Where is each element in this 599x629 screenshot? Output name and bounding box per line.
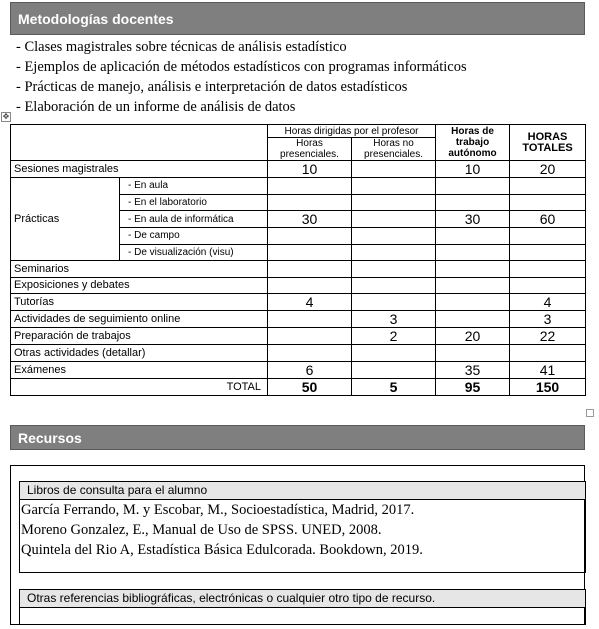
cell-autonomo [436, 277, 510, 294]
cell-totales [510, 178, 586, 195]
cell-no-presenciales [352, 211, 436, 228]
list-item: - Prácticas de manejo, análisis e interpretación de datos estadísticos [16, 79, 408, 95]
cell-no-presenciales [352, 228, 436, 245]
table-row [11, 328, 586, 345]
list-item: - Clases magistrales sobre técnicas de análisis estadístico [16, 39, 347, 55]
cell-presenciales [268, 194, 352, 211]
cell-presenciales [268, 178, 352, 195]
cell-autonomo [436, 194, 510, 211]
cell-no-presenciales [352, 178, 436, 195]
methodology-list [16, 37, 467, 117]
cell-totales [510, 277, 586, 294]
row-label-practicas: Prácticas [11, 178, 120, 261]
cell-totales [510, 228, 586, 245]
cell-presenciales [268, 261, 352, 278]
total-autonomo: 95 [436, 378, 510, 395]
row-label: Preparación de trabajos [11, 328, 268, 345]
cell-totales: 60 [510, 211, 586, 228]
books-box [19, 481, 586, 573]
hours-table [10, 124, 586, 396]
other-references-box [19, 589, 586, 625]
section-title: Metodologías docentes [18, 10, 174, 27]
cell-autonomo [436, 311, 510, 328]
table-row [11, 345, 586, 362]
cell-presenciales [268, 244, 352, 261]
resources-box [10, 465, 585, 625]
table-row [11, 161, 586, 178]
cell-totales: 4 [510, 294, 586, 311]
cell-autonomo [436, 244, 510, 261]
total-label: TOTAL [11, 378, 268, 395]
row-sublabel: - De campo [120, 228, 268, 245]
table-row [11, 294, 586, 311]
cell-presenciales [268, 345, 352, 362]
cell-presenciales: 4 [268, 294, 352, 311]
row-sublabel: - De visualización (visu) [120, 244, 268, 261]
total-presenciales: 50 [268, 378, 352, 395]
books-list [20, 500, 585, 560]
row-sublabel: - En aula [120, 178, 268, 195]
list-item: García Ferrando, M. y Escobar, M., Socioestadística, Madrid, 2017. [21, 502, 415, 518]
cell-autonomo [436, 294, 510, 311]
list-item: Moreno Gonzalez, E., Manual de Uso de SPSS. UNED, 2008. [21, 522, 382, 538]
cell-no-presenciales [352, 361, 436, 378]
cell-no-presenciales [352, 345, 436, 362]
cell-presenciales: 30 [268, 211, 352, 228]
cell-presenciales [268, 311, 352, 328]
list-item: - Elaboración de un informe de análisis de datos [16, 99, 296, 115]
total-no-presenciales: 5 [352, 378, 436, 395]
cell-totales [510, 261, 586, 278]
cell-autonomo: 20 [436, 328, 510, 345]
cell-no-presenciales [352, 294, 436, 311]
cell-autonomo: 35 [436, 361, 510, 378]
cell-no-presenciales [352, 161, 436, 178]
cell-totales: 22 [510, 328, 586, 345]
header-group: Horas dirigidas por el profesor [268, 125, 436, 138]
header-empty-cell [11, 125, 268, 161]
row-label: Otras actividades (detallar) [11, 345, 268, 362]
cell-no-presenciales [352, 244, 436, 261]
cell-no-presenciales [352, 261, 436, 278]
row-sublabel: - En el laboratorio [120, 194, 268, 211]
cell-totales: 41 [510, 361, 586, 378]
row-label: Exposiciones y debates [11, 277, 268, 294]
table-row [11, 277, 586, 294]
row-label: Sesiones magistrales [11, 161, 268, 178]
table-row [11, 361, 586, 378]
row-label: Exámenes [11, 361, 268, 378]
header-no-presenciales: Horas no presenciales. [352, 138, 436, 161]
cell-autonomo [436, 228, 510, 245]
header-totales: HORAS TOTALES [510, 125, 586, 161]
row-label: Tutorías [11, 294, 268, 311]
header-autonomo: Horas de trabajo autónomo [436, 125, 510, 161]
other-references-title: Otras referencias bibliográficas, electrónicas o cualquier otro tipo de recurso. [20, 590, 585, 608]
cell-presenciales [268, 277, 352, 294]
table-row [11, 178, 586, 195]
row-label: Seminarios [11, 261, 268, 278]
cell-totales: 20 [510, 161, 586, 178]
table-move-handle-icon[interactable]: ✥ [2, 112, 10, 121]
cell-totales [510, 194, 586, 211]
cell-totales: 3 [510, 311, 586, 328]
cell-autonomo: 10 [436, 161, 510, 178]
table-row [11, 261, 586, 278]
cell-autonomo [436, 261, 510, 278]
list-item: Quintela del Rio A, Estadística Básica Edulcorada. Bookdown, 2019. [21, 542, 423, 558]
table-resize-handle-icon[interactable] [586, 409, 594, 417]
cell-autonomo: 30 [436, 211, 510, 228]
cell-no-presenciales [352, 194, 436, 211]
table-row [11, 311, 586, 328]
cell-no-presenciales: 3 [352, 311, 436, 328]
cell-totales [510, 345, 586, 362]
cell-no-presenciales: 2 [352, 328, 436, 345]
section-header-metodologias [10, 2, 585, 35]
section-title: Recursos [18, 429, 82, 446]
cell-autonomo [436, 345, 510, 362]
row-sublabel: - En aula de informática [120, 211, 268, 228]
table-header-row [11, 125, 586, 138]
cell-presenciales: 6 [268, 361, 352, 378]
row-label: Actividades de seguimiento online [11, 311, 268, 328]
table-row-total [11, 378, 586, 395]
cell-autonomo [436, 178, 510, 195]
list-item: - Ejemplos de aplicación de métodos estadísticos con programas informáticos [16, 59, 467, 75]
cell-presenciales: 10 [268, 161, 352, 178]
cell-presenciales [268, 328, 352, 345]
total-totales: 150 [510, 378, 586, 395]
books-title: Libros de consulta para el alumno [20, 482, 585, 500]
cell-no-presenciales [352, 277, 436, 294]
cell-presenciales [268, 228, 352, 245]
section-header-recursos [10, 425, 585, 450]
header-presenciales: Horas presenciales. [268, 138, 352, 161]
cell-totales [510, 244, 586, 261]
